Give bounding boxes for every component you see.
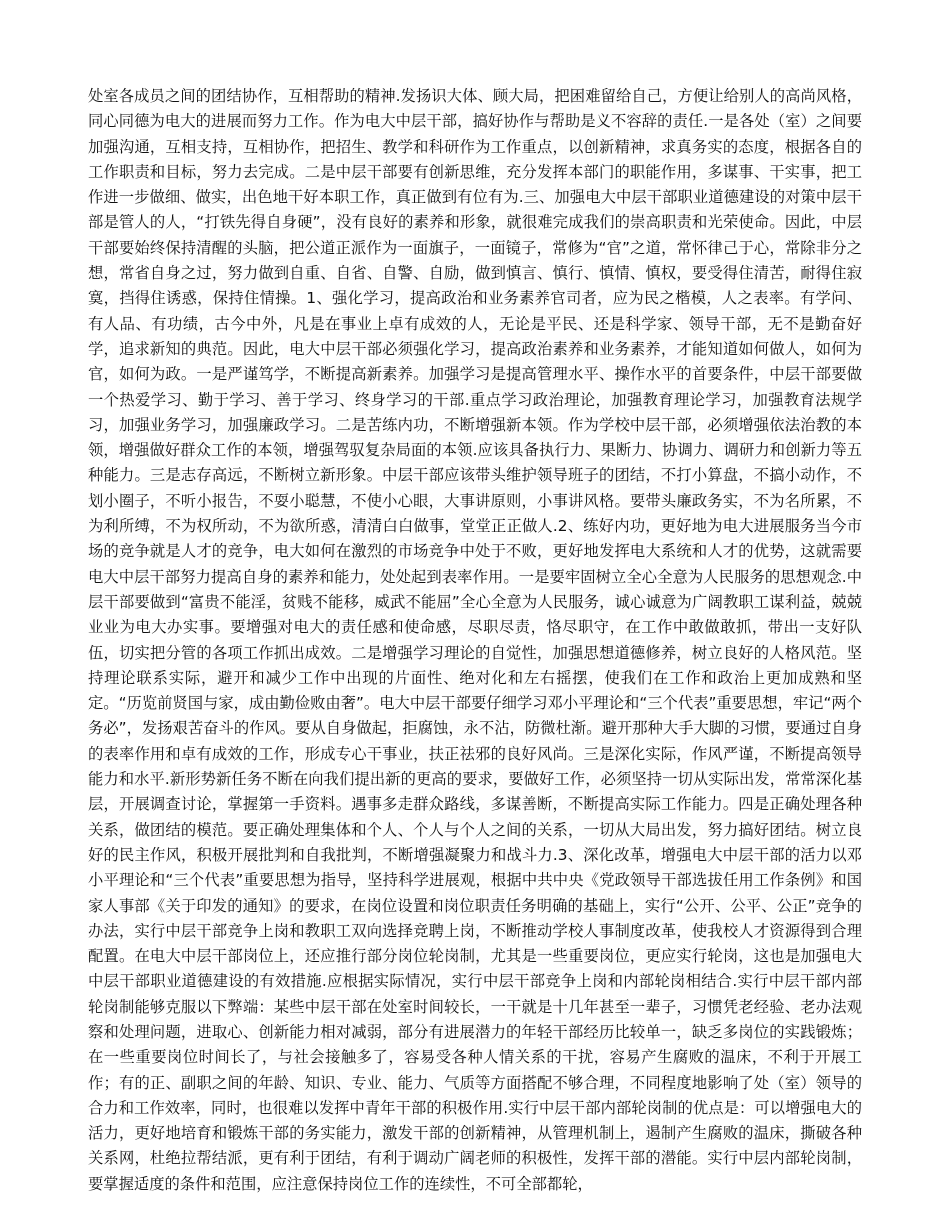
document-page [88, 84, 862, 1197]
body-paragraph: 处室各成员之间的团结协作，互相帮助的精神.发扬识大体、顾大局，把困难留给自己，方便让给别人的高尚风格，同心同德为电大的进展而努力工作。作为电大中层干部，搞好协作与帮助是义不容辞的责任.一是各处（室）之间要加强沟通，互相支持，互相协作，把招生、教学和科研作为工作重点，以创新精神，求真务实的态度，根据各自的工作职责和目标，努力去完成。二是中层干部要有创新思维，充分发挥本部门的职能作用，多谋事、干实事，把工作进一步做细、做实，出色地干好本职工作，真正做到有位有为.三、加强电大中层干部职业道德建设的对策中层干部是管人的人，“打铁先得自身硬”，没有良好的素养和形象，就很难完成我们的崇高职责和光荣使命。因此，中层干部要始终保持清醒的头脑，把公道正派作为一面旗子，一面镜子，常修为“官”之道，常怀律己于心，常除非分之想，常省自身之过，努力做到自重、自省、自警、自励，做到慎言、慎行、慎情、慎权，要受得住清苦，耐得住寂寞，挡得住诱惑，保持住情操。1、强化学习，提高政治和业务素养官司者，应为民之楷模，人之表率。有学问、有人品、有功绩，古今中外，凡是在事业上卓有成效的人，无论是平民、还是科学家、领导干部，无不是勤奋好学，追求新知的典范。因此，电大中层干部必须强化学习，提高政治素养和业务素养，才能知道如何做人，如何为官，如何为政。一是严谨笃学，不断提高新素养。加强学习是提高管理水平、操作水平的首要条件，中层干部要做一个热爱学习、勤于学习、善于学习、终身学习的干部.重点学习政治理论，加强教育理论学习，加强教育法规学习，加强业务学习，加强廉政学习。二是苦练内功，不断增强新本领。作为学校中层干部，必须增强依法治教的本领，增强做好群众工作的本领，增强驾驭复杂局面的本领.应该具备执行力、果断力、协调力、调研力和创新力等五种能力。三是志存高远，不断树立新形象。中层干部应该带头维护领导班子的团结，不打小算盘，不搞小动作，不划小圈子，不听小报告，不耍小聪慧，不使小心眼，大事讲原则，小事讲风格。要带头廉政务实，不为名所累，不为利所缚，不为权所动，不为欲所惑，清清白白做事，堂堂正正做人.2、练好内功，更好地为电大进展服务当今市场的竞争就是人才的竞争，电大如何在激烈的市场竞争中处于不败，更好地发挥电大系统和人才的优势，这就需要电大中层干部努力提高自身的素养和能力，处处起到表率作用。一是要牢固树立全心全意为人民服务的思想观念.中层干部要做到“富贵不能淫，贫贱不能移，威武不能屈”全心全意为人民服务，诚心诚意为广阔教职工谋利益，兢兢业业为电大办实事。要增强对电大的责任感和使命感，尽职尽责，恪尽职守，在工作中敢做敢抓，带出一支好队伍，切实把分管的各项工作抓出成效。二是增强学习理论的自觉性，加强思想道德修养，树立良好的人格风范。坚持理论联系实际，避开和减少工作中出现的片面性、绝对化和左右摇摆，使我们在工作和政治上更加成熟和坚定。“历览前贤国与家，成由勤俭败由奢”。电大中层干部要仔细学习邓小平理论和“三个代表”重要思想，牢记“两个务必”，发扬艰苦奋斗的作风。要从自身做起，拒腐蚀，永不沾，防微杜渐。避开那种大手大脚的习惯，要通过自身的表率作用和卓有成效的工作，形成专心干事业，扶正祛邪的良好风尚。三是深化实际，作风严谨，不断提高领导能力和水平.新形势新任务不断在向我们提出新的更高的要求，要做好工作，必须坚持一切从实际出发，常常深化基层，开展调查讨论，掌握第一手资料。遇事多走群众路线，多谋善断，不断提高实际工作能力。四是正确处理各种关系，做团结的模范。要正确处理集体和个人、个人与个人之间的关系，一切从大局出发，努力搞好团结。树立良好的民主作风，积极开展批判和自我批判，不断增强凝聚力和战斗力.3、深化改革，增强电大中层干部的活力以邓小平理论和“三个代表”重要思想为指导，坚持科学进展观，根据中共中央《党政领导干部选拔任用工作条例》和国家人事部《关于印发的通知》的要求，在岗位设置和岗位职责任务明确的基础上，实行“公开、公平、公正”竞争的办法，实行中层干部竞争上岗和教职工双向选择竞聘上岗，不断推动学校人事制度改革，使我校人才资源得到合理配置。在电大中层干部岗位上，还应推行部分岗位轮岗制，尤其是一些重要岗位，更应实行轮岗，这也是加强电大中层干部职业道德建设的有效措施.应根据实际情况，实行中层干部竞争上岗和内部轮岗相结合.实行中层干部内部轮岗制能够克服以下弊端：某些中层干部在处室时间较长，一干就是十几年甚至一辈子，习惯凭老经验、老办法观察和处理问题，进取心、创新能力相对减弱，部分有进展潜力的年轻干部经历比较单一，缺乏多岗位的实践锻炼；在一些重要岗位时间长了，与社会接触多了，容易受各种人情关系的干扰，容易产生腐败的温床，不利于开展工作；有的正、副职之间的年龄、知识、专业、能力、气质等方面搭配不够合理，不同程度地影响了处（室）领导的合力和工作效率，同时，也很难以发挥中青年干部的积极作用.实行中层干部内部轮岗制的优点是：可以增强电大的活力，更好地培育和锻炼干部的务实能力，激发干部的创新精神，从管理机制上，遏制产生腐败的温床，撕破各种关系网，杜绝拉帮结派，更有利于团结，有利于调动广阔老师的积极性，发挥干部的潜能。实行中层内部轮岗制，要掌握适度的条件和范围，应注意保持岗位工作的连续性，不可全部都轮， [88, 87, 862, 1193]
